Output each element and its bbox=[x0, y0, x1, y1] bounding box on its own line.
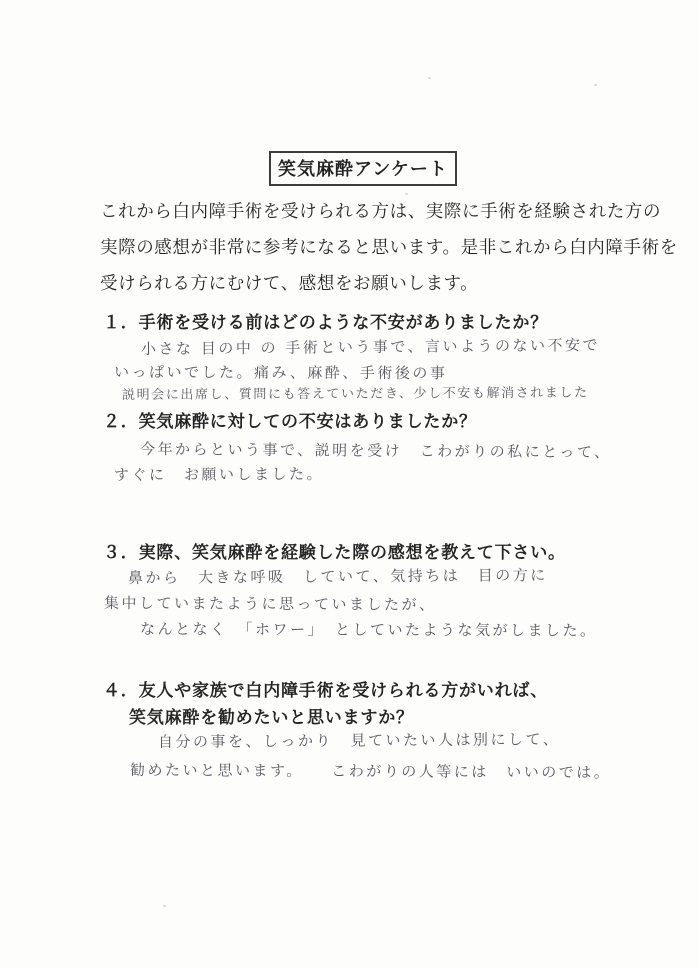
intro-line-1: これから白内障手術を受けられる方は、実際に手術を経験された方の bbox=[100, 201, 662, 221]
question-3-answer-line-1: 鼻から 大きな呼吸 していて、気持ちは 目の方に bbox=[127, 566, 548, 587]
scan-speck bbox=[428, 77, 431, 79]
question-3-answer-line-3: なんとなく 「ホワー」 としていたような気がしました。 bbox=[139, 620, 598, 640]
form-title: 笑気麻酔アンケート bbox=[269, 151, 457, 186]
question-4-answer-line-1: 自分の事を、しっかり 見ていたい人は別にして、 bbox=[157, 730, 561, 751]
question-1-answer-line-1: 小さな 目の中 の 手術という事で、言いようのない不安で bbox=[140, 335, 601, 358]
scan-speck bbox=[594, 84, 597, 86]
question-1-answer-line-3: 説明会に出席し、質問にも答えていただき、少し不安も解消されました bbox=[121, 385, 589, 403]
question-4-answer-line-2: 勧めたいと思います。 こわがりの人等には いいのでは。 bbox=[129, 761, 612, 782]
scan-speck bbox=[405, 193, 408, 195]
question-2-answer-line-2: すぐに お願いしました。 bbox=[113, 464, 325, 484]
question-3-label: ３．実際、笑気麻酔を経験した際の感想を教えて下さい。 bbox=[103, 543, 566, 562]
scan-speck bbox=[163, 905, 166, 907]
question-3-answer-line-2: 集中していまたように思っていましたが、 bbox=[103, 594, 437, 614]
question-4-label-line-1: ４．友人や家族で白内障手術を受けられる方がいれば、 bbox=[103, 681, 548, 700]
question-1-label: １．手術を受ける前はどのような不安がありましたか？ bbox=[103, 313, 548, 332]
question-4-label-line-2: 笑気麻酔を勧めたいと思いますか？ bbox=[129, 708, 414, 727]
question-2-label: ２．笑気麻酔に対しての不安はありましたか？ bbox=[103, 412, 477, 431]
intro-line-2: 実際の感想が非常に参考になると思います。是非これから白内障手術を bbox=[100, 237, 678, 257]
question-1-answer-line-2: いっぱいでした。痛み、麻酔、手術後の事 bbox=[113, 363, 448, 383]
question-2-answer-line-1: 今年からという事で、説明を受け こわがりの私にとって、 bbox=[139, 440, 612, 462]
intro-line-3: 受けられる方にむけて、感想をお願いします。 bbox=[100, 273, 479, 293]
